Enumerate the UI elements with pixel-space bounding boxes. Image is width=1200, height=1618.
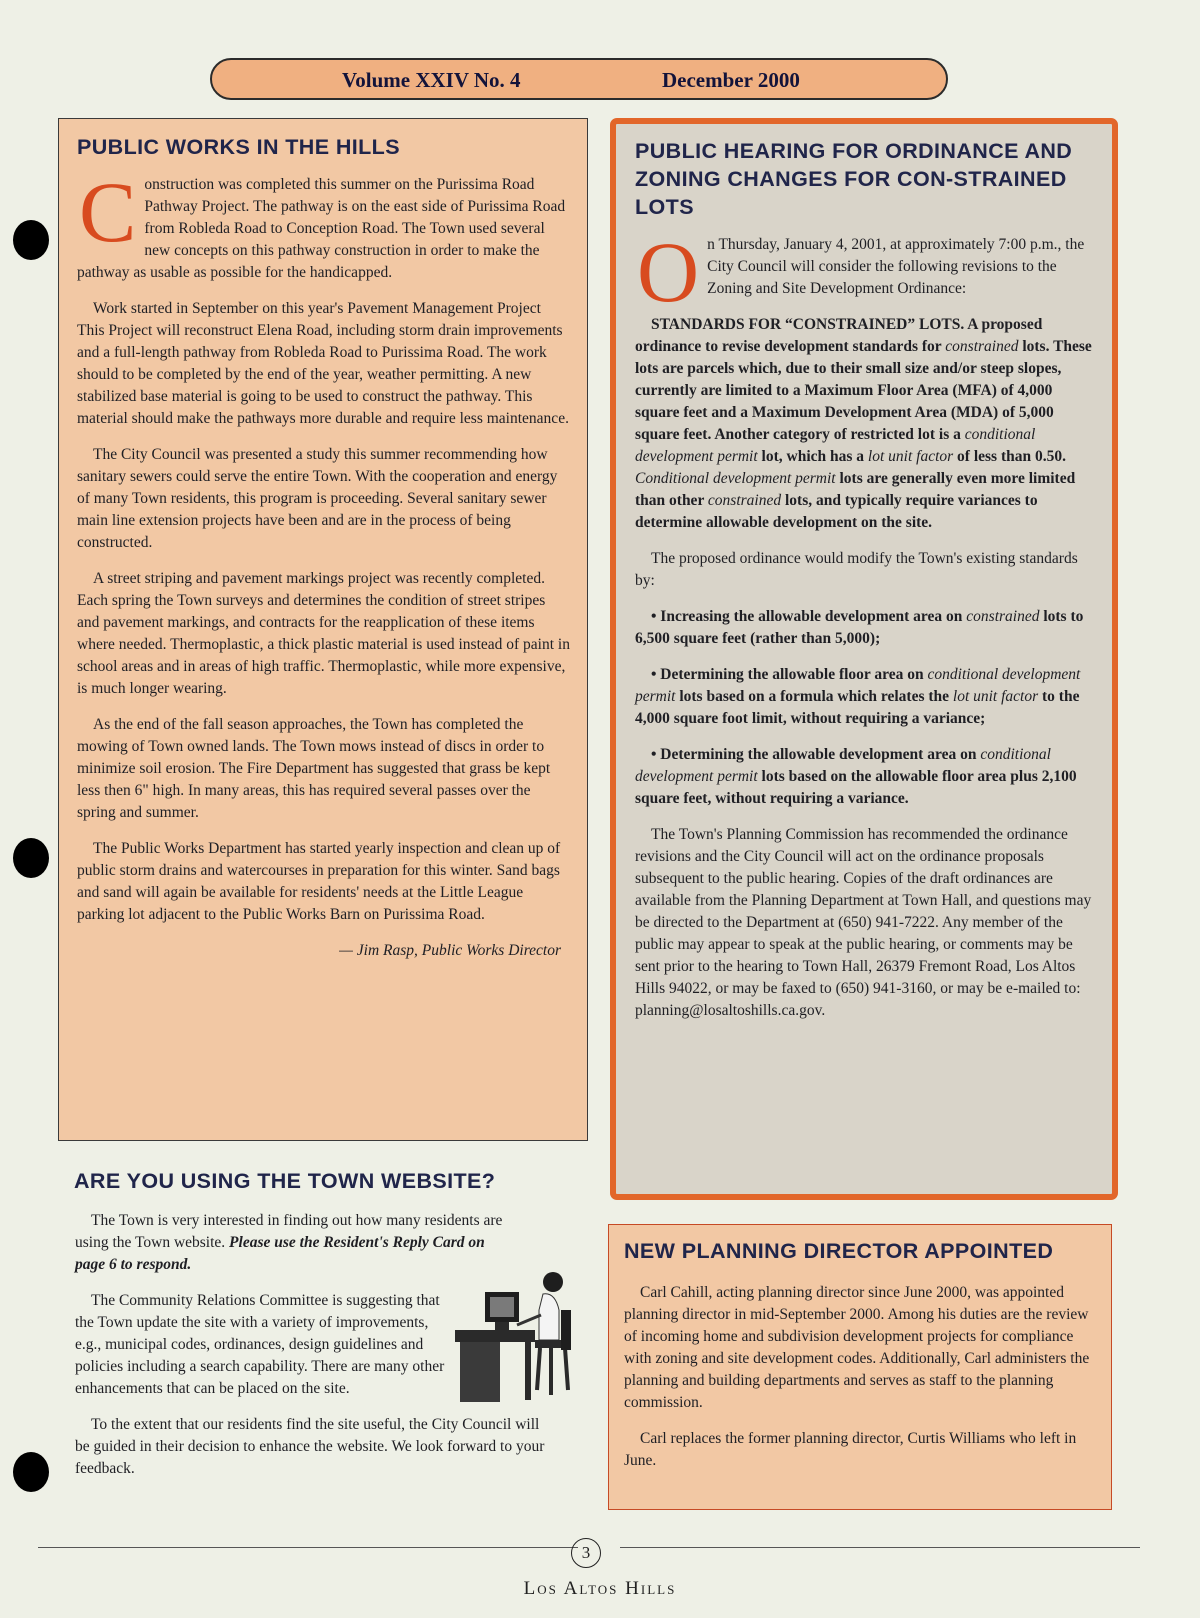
planning-director-article <box>608 1224 1112 1510</box>
director-paragraph: Carl replaces the former planning director, Curtis Williams who left in June. <box>624 1430 1077 1469</box>
public-works-title: PUBLIC WORKS IN THE HILLS <box>77 135 400 159</box>
volume-number: Volume XXIV No. 4 <box>342 68 521 92</box>
reply-card-note: Please use the Resident's Reply Card on page 6 to respond. <box>75 1234 485 1273</box>
text-run: • Determining the allowable development area on <box>651 746 981 763</box>
hearing-paragraph: The Town's Planning Commission has recommended the ordinance revisions and the City Council will act on the ordinance proposals subsequent to the public hearing. Copies of the draft ordinances are available from the Planning Department at Town Hall, and questions may be directed to the Department at (650) 941-7222. Any member of the public may appear to speak at the public hearing, or comments may be sent prior to the hearing to Town Hall, 26379 Fremont Road, Los Altos Hills 94022, or may be faxed to (650) 941-3160, or may be e-mailed to: planning@losaltoshills.ca.gov. <box>635 826 1092 1019</box>
italic-term: conditional development permit <box>635 746 1051 785</box>
italic-term: constrained <box>945 338 1019 355</box>
italic-term: lot unit factor <box>952 688 1039 705</box>
public-works-paragraph: The Public Works Department has started yearly inspection and clean up of public storm drains and watercourses in preparation for this winter. Sand bags and sand will again be available for residents' needs at the Little League parking lot adjacent to the Public Works Barn on Purissima Road. <box>77 840 561 923</box>
italic-term: Conditional development permit <box>635 470 836 487</box>
website-paragraph <box>75 1210 505 1276</box>
drop-cap: O <box>637 224 700 320</box>
public-works-paragraph: The City Council was presented a study this summer recommending how sanitary sewers could serve the entire Town. With the cooperation and energy of many Town residents, this program is proceeding. Several sanitary sewer main line extension projects have been and are in the process of being constructed. <box>77 446 558 551</box>
text-run: lots. These lots are parcels which, due to their small size and/or steep slopes, currently are limited to a Maximum Floor Area (MFA) of 4,000 square feet and a Maximum Development Area (MDA) of 5,000 square feet. Another category of restricted lot is a <box>635 338 1092 443</box>
text-run: A proposed ordinance to revise development standards for <box>635 316 1043 355</box>
public-works-paragraph <box>77 164 571 284</box>
bullet-item <box>635 664 1099 730</box>
computer-user-illustration <box>455 1270 585 1405</box>
italic-term: lot unit factor <box>867 448 954 465</box>
author-signature: — Jim Rasp, Public Works Director <box>339 942 561 959</box>
text-run: lots based on a formula which relates the <box>675 688 953 705</box>
punch-hole <box>13 220 49 260</box>
section-lead: STANDARDS FOR “CONSTRAINED” LOTS. <box>651 316 968 333</box>
director-paragraph: Carl Cahill, acting planning director since June 2000, was appointed planning director in mid-September 2000. Among his duties are the review of incoming home and subdivision development projects for compliance with zoning and site development codes. Additionally, Carl administers the planning and building departments and serves as staff to the planning commission. <box>624 1284 1090 1411</box>
text-run: lots are generally even more limited than other <box>635 470 1076 509</box>
drop-cap: C <box>79 164 137 260</box>
footer-rule <box>620 1547 1140 1548</box>
constrained-lots-standards <box>635 314 1099 534</box>
bullet-item <box>635 744 1099 810</box>
public-works-paragraph: As the end of the fall season approaches, the Town has completed the mowing of Town owned lands. The Town mows instead of discs in order to minimize soil erosion. The Fire Department has suggested that grass be kept less then 6" high. In many areas, this has required several passes over the spring and summer. <box>77 716 551 821</box>
website-title: ARE YOU USING THE TOWN WEBSITE? <box>74 1169 496 1193</box>
footer-brand: Los Altos Hills <box>523 1578 677 1599</box>
italic-term: constrained <box>966 608 1040 625</box>
text-run: of less than 0.50. <box>953 448 1066 465</box>
text-run: lot, which has a <box>757 448 868 465</box>
punch-hole <box>13 1452 49 1492</box>
public-works-paragraph: A street striping and pavement markings project was recently completed. Each spring the Town surveys and determines the condition of street stripes and pavement markings, and contracts for the reapplication of these items where needed. Thermoplastic, a thick plastic material is used instead of paint in school areas and in areas of high traffic. Thermoplastic, while more expensive, is much longer wearing. <box>77 570 570 697</box>
punch-hole <box>13 838 49 878</box>
hearing-paragraph <box>635 224 1099 320</box>
text-run: lots based on the allowable floor area plus 2,100 square feet, without requiring a variance. <box>635 768 1077 807</box>
text-run: to the 4,000 square foot limit, without requiring a variance; <box>635 688 1080 727</box>
public-works-paragraph: Work started in September on this year's Pavement Management Project This Project will reconstruct Elena Road, including storm drain improvements and a full-length pathway from Robleda Road to Purissima Road. The work should to be completed by the end of the year, weather permitting. A new stabilized base material is going to be used to construct the pathway. This material should make the pathways more durable and require less maintenance. <box>77 300 569 427</box>
paragraph-text: The Town is very interested in finding out how many residents are using the Town website. <box>75 1212 503 1251</box>
planning-director-title: NEW PLANNING DIRECTOR APPOINTED <box>624 1239 1054 1263</box>
hearing-paragraph: The proposed ordinance would modify the Town's existing standards by: <box>635 550 1078 589</box>
public-hearing-article <box>610 118 1118 1200</box>
website-paragraph: To the extent that our residents find the site useful, the City Council will be guided in their decision to enhance the website. We look forward to your feedback. <box>75 1416 545 1477</box>
text-run: lots, and typically require variances to determine allowable development on the site. <box>635 492 1038 531</box>
text-run: lots to 6,500 square feet (rather than 5,000); <box>635 608 1084 647</box>
issue-date: December 2000 <box>662 68 800 92</box>
italic-term: constrained <box>707 492 782 509</box>
issue-header <box>210 58 948 100</box>
paragraph-text: onstruction was completed this summer on the Purissima Road Pathway Project. The pathway is on the east side of Purissima Road from Robleda Road to Conception Road. The Town used several new concepts on this pathway construction in order to make the pathway as usable as possible for the handicapped. <box>77 176 566 281</box>
public-works-article <box>58 118 588 1141</box>
italic-term: conditional development permit <box>635 426 1036 465</box>
public-hearing-title: PUBLIC HEARING FOR ORDINANCE AND ZONING CHANGES FOR CON-STRAINED LOTS <box>635 139 1073 219</box>
text-run: • Determining the allowable floor area on <box>651 666 928 683</box>
italic-term: conditional development permit <box>635 666 1081 705</box>
paragraph-text: n Thursday, January 4, 2001, at approximately 7:00 p.m., the City Council will consider the following revisions to the Zoning and Site Development Ordinance: <box>707 236 1085 297</box>
page-number: 3 <box>571 1538 601 1568</box>
footer-rule <box>38 1547 578 1548</box>
text-run: • Increasing the allowable development area on <box>651 608 967 625</box>
bullet-item <box>635 606 1099 650</box>
website-paragraph: The Community Relations Committee is suggesting that the Town update the site with a variety of improvements, e.g., municipal codes, ordinances, design guidelines and policies including a search capability. There are many other enhancements that can be placed on the site. <box>75 1292 445 1397</box>
